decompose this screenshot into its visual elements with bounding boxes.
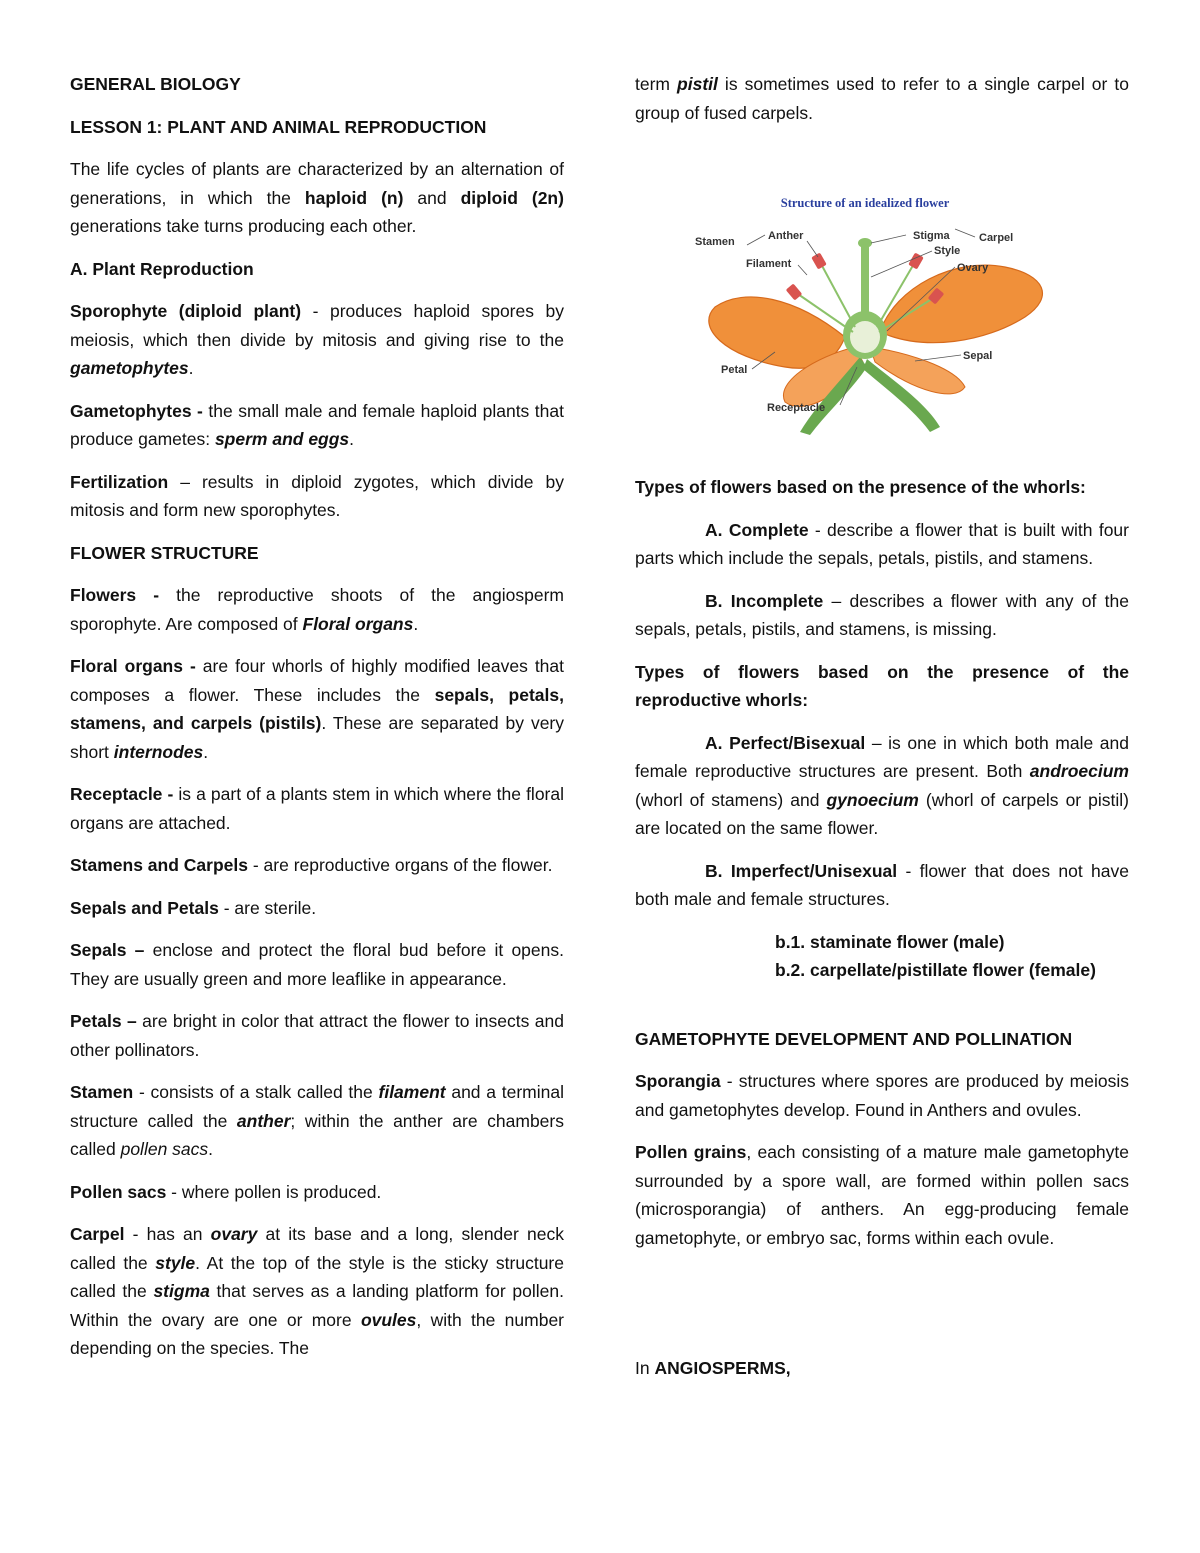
complete-definition: A. Complete - describe a flower that is built with four parts which include the sepals, petals, pistils, and stamens.	[635, 519, 1129, 568]
anther-2	[786, 283, 803, 300]
label-stamen: Stamen	[695, 236, 735, 248]
label-filament: Filament	[746, 258, 792, 270]
fertilization-definition: Fertilization – results in diploid zygotes, which divide by mitosis and form new sporophytes.	[70, 471, 564, 520]
label-style: Style	[934, 245, 961, 257]
label-receptacle: Receptacle	[767, 402, 826, 414]
right-petal	[880, 265, 1042, 343]
incomplete-definition: B. Incomplete – describes a flower with any of the sepals, petals, pistils, and stamens, is missing.	[635, 590, 1129, 639]
petals-definition: Petals – are bright in color that attract the flower to insects and other pollinators.	[70, 1011, 564, 1060]
sporophyte-definition: Sporophyte (diploid plant) - produces haploid spores by meiosis, which then divide by mitosis and giving rise to the gametophytes.	[70, 301, 564, 378]
course-title: GENERAL BIOLOGY	[70, 74, 241, 94]
flower-structure-heading: FLOWER STRUCTURE	[70, 542, 259, 563]
stamen-definition: Stamen - consists of a stalk called the filament and a terminal structure called the anther; within the anther are chambers called pollen sacs.	[70, 1082, 564, 1159]
gametophyte-development-heading: GAMETOPHYTE DEVELOPMENT AND POLLINATION	[635, 1028, 1073, 1049]
filament-1	[820, 262, 855, 327]
floral-organs-definition: Floral organs - are four whorls of highly modified leaves that composes a flower. These includes the sepals, petals, stamens, and carpels (pistils). These are separated by very short internodes.	[70, 656, 565, 762]
diagram-title: Structure of an idealized flower	[780, 196, 950, 210]
angiosperms-line: In ANGIOSPERMS,	[635, 1358, 791, 1378]
pistil-continuation: term pistil is sometimes used to refer to a single carpel or to group of fused carpels.	[635, 74, 1129, 123]
pollen-definition: Pollen grains, each consisting of a mature male gametophyte surrounded by a spore wall, are formed within pollen sacs (microsporangia) of anthers. An egg-producing female gametophyte, or embryo sac, forms within each ovule.	[635, 1142, 1130, 1248]
label-carpel: Carpel	[979, 232, 1014, 244]
carpel-definition: Carpel - has an ovary at its base and a long, slender neck called the style. At the top of the style is the sticky structure called the stigma that serves as a landing platform for pollen. Within the ovary are one or more ovules, with the number depending on the species. The	[70, 1224, 565, 1358]
stamens-carpels-definition: Stamens and Carpels - are reproductive organs of the flower.	[70, 855, 553, 875]
label-petal: Petal	[721, 364, 748, 376]
pollen-sacs-definition: Pollen sacs - where pollen is produced.	[70, 1181, 382, 1202]
flower-diagram	[635, 147, 1129, 447]
anther-1	[811, 252, 827, 269]
sporangia-definition: Sporangia - structures where spores are produced by meiosis and gametophytes develop. Found in Anthers and ovules.	[635, 1071, 1129, 1120]
flower-diagram-svg	[635, 147, 1129, 447]
right-column	[635, 70, 1129, 1397]
label-sepal: Sepal	[963, 350, 993, 362]
receptacle-definition: Receptacle - is a part of a plants stem in which where the floral organs are attached.	[70, 784, 564, 833]
left-column	[70, 70, 564, 1377]
imperfect-definition: B. Imperfect/Unisexual - flower that does not have both male and female structures.	[635, 860, 1130, 909]
sepals-petals-definition: Sepals and Petals - are sterile.	[70, 897, 317, 918]
sepals-definition: Sepals – enclose and protect the floral bud before it opens. They are usually green and more leaflike in appearance.	[70, 940, 564, 989]
intro-paragraph: The life cycles of plants are characterized by an alternation of generations, in which the haploid (n) and diploid (2n) generations take turns producing each other.	[70, 159, 564, 236]
gametophytes-definition: Gametophytes - the small male and female haploid plants that produce gametes: sperm and eggs.	[70, 400, 564, 449]
types-repro-heading: Types of flowers based on the presence of the reproductive whorls:	[635, 661, 1129, 710]
anther-3	[908, 252, 924, 269]
lesson-title: LESSON 1: PLANT AND ANIMAL REPRODUCTION	[70, 116, 487, 137]
flowers-definition: Flowers - the reproductive shoots of the angiosperm sporophyte. Are composed of Floral organs.	[70, 585, 564, 634]
carpellate-item: b.2. carpellate/pistillate flower (female)	[775, 960, 1096, 980]
lower-right-petal	[870, 347, 965, 394]
label-anther: Anther	[768, 230, 804, 242]
section-plant-reproduction: A. Plant Reproduction	[70, 258, 254, 279]
stigma-shape	[858, 238, 872, 248]
types-whorls-heading: Types of flowers based on the presence of the whorls:	[635, 477, 1086, 497]
perfect-definition: A. Perfect/Bisexual – is one in which both male and female reproductive structures are present. Both androecium (whorl of stamens) and gynoecium (whorl of carpels or pistil) are located on the same flower.	[635, 732, 1129, 838]
staminate-item: b.1. staminate flower (male)	[775, 931, 1005, 952]
label-stigma: Stigma	[913, 230, 950, 242]
label-ovary: Ovary	[957, 262, 989, 274]
